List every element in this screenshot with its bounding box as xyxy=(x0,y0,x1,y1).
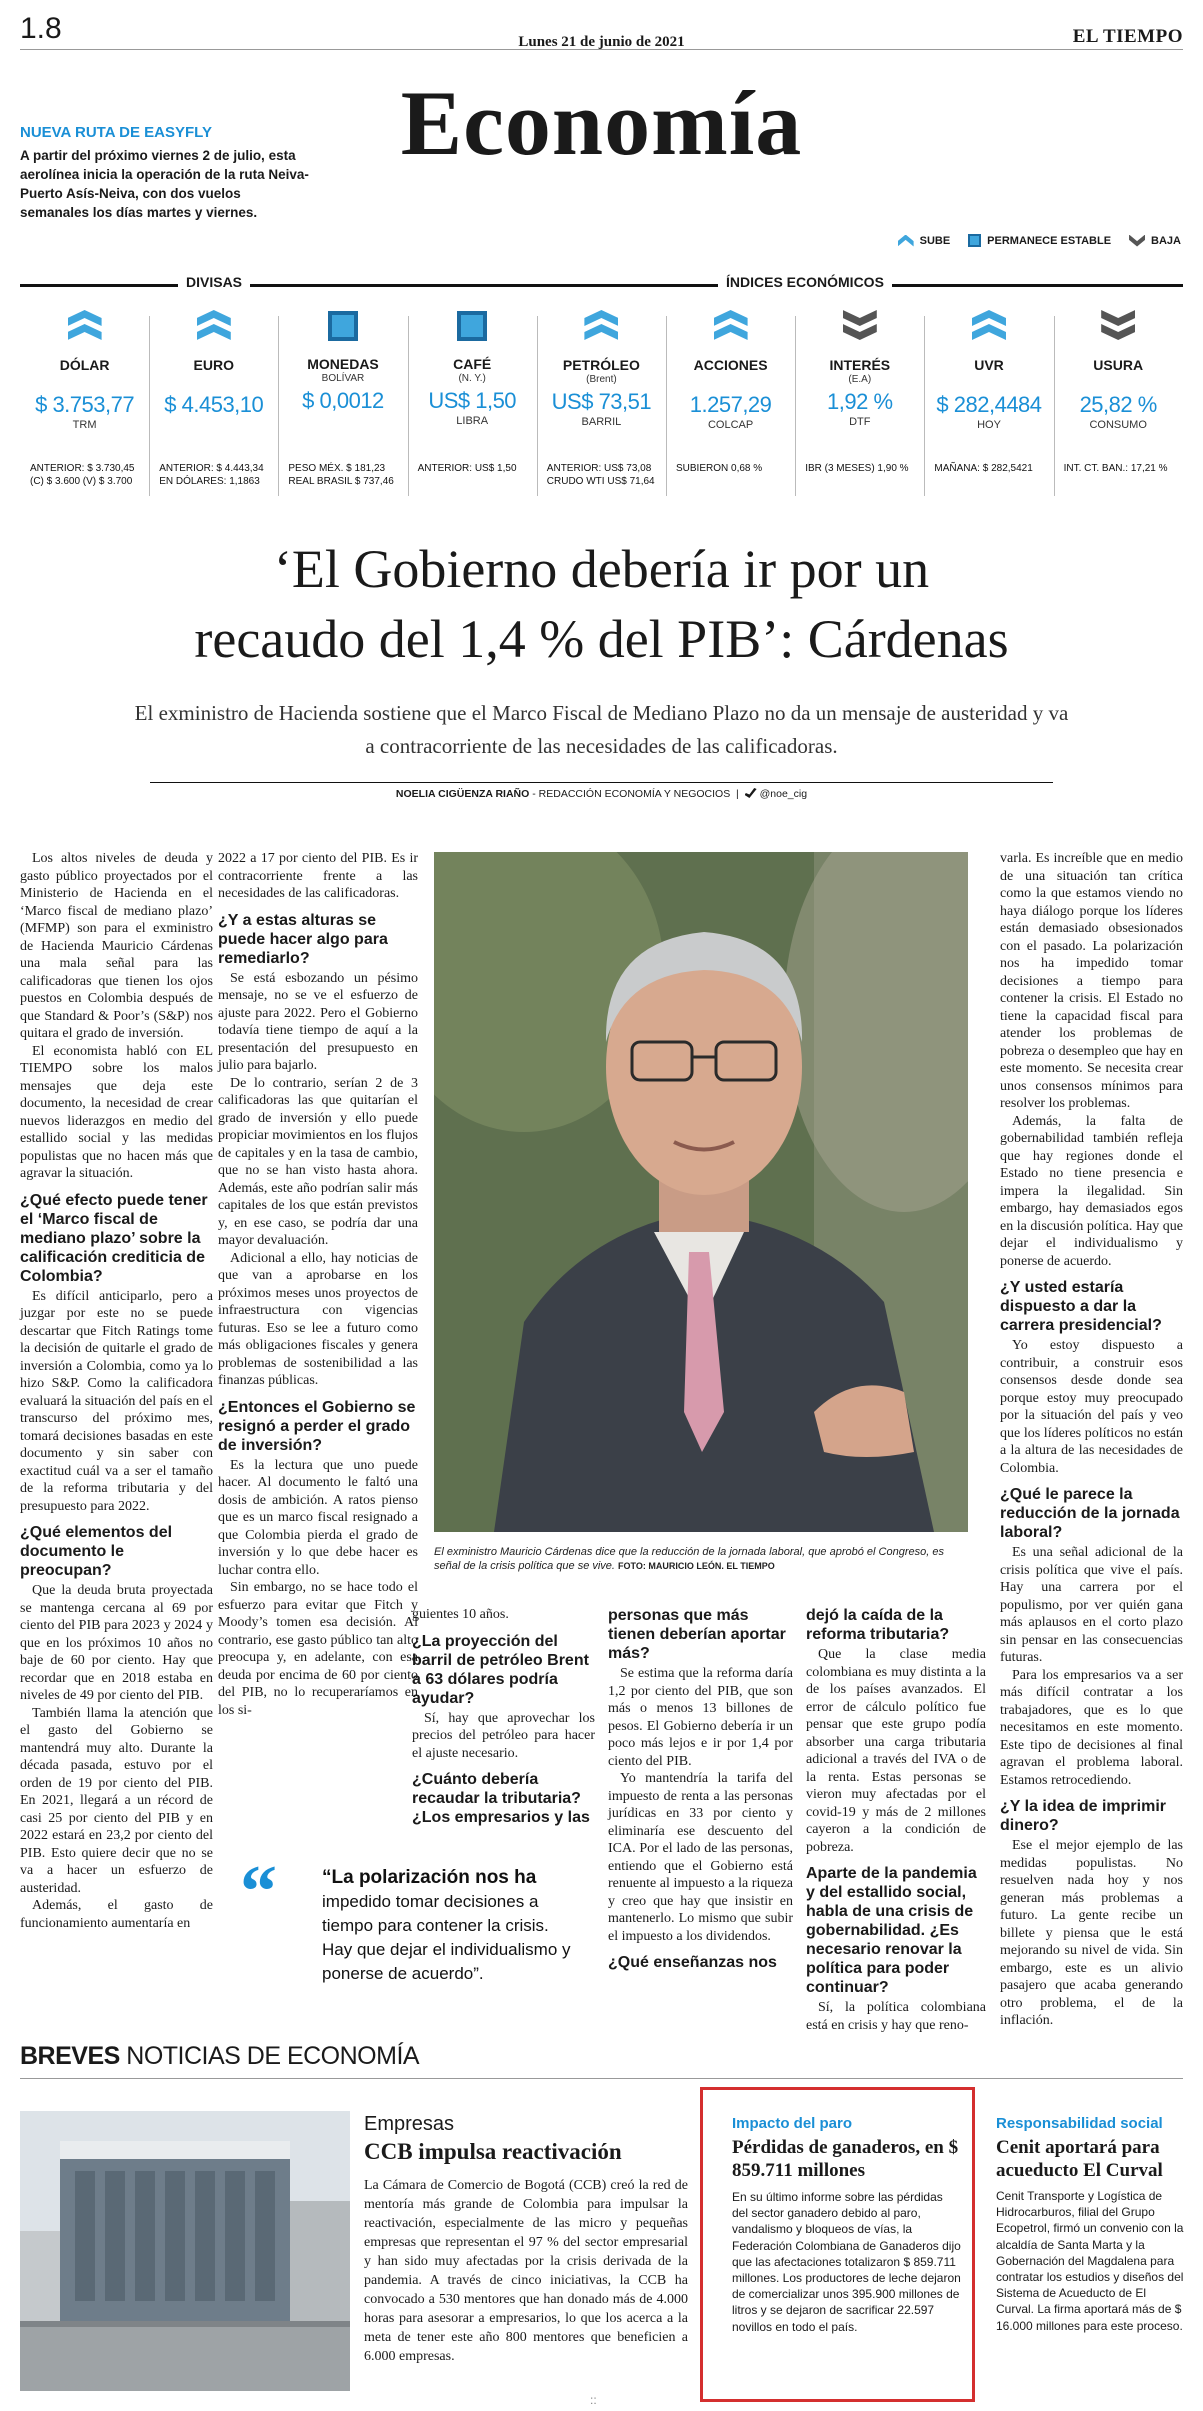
article-column-6 xyxy=(1000,850,1183,2030)
indicator-foot-line: IBR (3 MESES) 1,90 % xyxy=(805,463,909,474)
indicator-footnote xyxy=(408,462,537,475)
building-photo xyxy=(20,2111,350,2391)
indicator-unit: CONSUMO xyxy=(1089,419,1147,431)
article-paragraph: Yo mantendría la tarifa del impuesto de renta a las personas jurídicas en 33 por ciento y eliminaría ese descuento del ICA. Por el lado de las personas, entiendo que el Gobierno está renuente al impuesto a la riqueza y creo que hay que insistir en mantenerlo. Lo mismo que subir el impuesto a los dividendos. xyxy=(608,1771,793,1944)
indicator-unit: TRM xyxy=(72,419,97,431)
caption-text: El exministro Mauricio Cárdenas dice que la reducción de la jornada laboral, que aprobó el Congreso, es señal de la crisis política que se vive. xyxy=(434,1546,944,1572)
indicator-name: USURA xyxy=(1093,357,1144,373)
interview-question: ¿Y a estas alturas se puede hacer algo para remediarlo? xyxy=(218,911,388,967)
trend-legend xyxy=(898,234,1181,247)
interview-question: dejó la caída de la reforma tributaria? xyxy=(806,1607,950,1643)
article-paragraph: Ese el mejor ejemplo de las medidas populistas. No resuelven nada hoy y nos generan más problemas a futuro. La gente recibe un billete y piensa que le está mejorando su nivel de vida. Sin embargo, este es un alivio pasajero que acaba generando otro problema, el de la inflación. xyxy=(1000,1838,1183,2028)
indicator-footnote xyxy=(537,462,666,488)
interview-question: ¿Y la idea de imprimir dinero? xyxy=(1000,1798,1166,1834)
article-column-1 xyxy=(20,850,213,1932)
indicator-unit: HOY xyxy=(977,419,1001,431)
article-paragraph: De lo contrario, serían 2 de 3 calificadoras las que quitarían el grado de inversión y ello puede propiciar movimientos en los flujos de capitales y en la tasa de cambio, que no se han visto hasta ahora. Además, este año podrían salir más capitales de los que están previstos y, en ese caso, se podría dar una mayor devaluación. xyxy=(218,1075,418,1248)
indicator-5 xyxy=(666,310,795,500)
trend-stable-icon xyxy=(457,311,487,341)
indicator-footnote xyxy=(795,462,924,475)
legend-same: PERMANECE ESTABLE xyxy=(968,234,1111,247)
indicator-foot-line: ANTERIOR: US$ 1,50 xyxy=(417,463,517,474)
section-title: Economía xyxy=(400,72,803,174)
indicator-3 xyxy=(408,310,537,500)
brief-1-title: CCB impulsa reactivación xyxy=(364,2139,622,2164)
byline: NOELIA CIGÜENZA RIAÑO - REDACCIÓN ECONOMÍA Y NEGOCIOS | @noe_cig xyxy=(150,782,1053,800)
interview-question: ¿Entonces el Gobierno se resignó a perder el grado de inversión? xyxy=(218,1398,416,1454)
article-column-3 xyxy=(412,1606,595,1829)
indicator-value: US$ 1,50 xyxy=(428,388,517,413)
article-paragraph: Para los empresarios va a ser más difícil contratar a los trabajadores, que es lo que necesitamos en este momento. Este tipo de decisiones al final agravan el problema laboral. Estamos retrocediendo. xyxy=(1000,1667,1183,1788)
divisas-label: DIVISAS xyxy=(178,274,250,290)
indicator-footnote xyxy=(924,462,1053,475)
article-paragraph: Es la lectura que uno puede hacer. Al documento le faltó una dosis de ambición. A ratos pienso que es un marco fiscal resignado a que Colombia pierda el grado de inversión y lo que debe hacer es luchar contra ello. xyxy=(218,1457,418,1578)
indicator-value: $ 0,0012 xyxy=(302,388,384,413)
article-paragraph: Además, el gasto de funcionamiento aumentaría en xyxy=(20,1898,213,1931)
photo-credit: FOTO: MAURICIO LEÓN. EL TIEMPO xyxy=(618,1561,775,1571)
breves-label: BREVES xyxy=(20,2042,120,2070)
arrow-down-icon xyxy=(1129,235,1145,247)
brief-3-kicker: Responsabilidad social xyxy=(996,2115,1163,2132)
article-column-2 xyxy=(218,850,418,1719)
portrait-photo xyxy=(434,852,968,1532)
square-stable-icon xyxy=(968,234,981,247)
page-header xyxy=(20,12,1183,50)
indicator-footnote xyxy=(1054,462,1183,475)
brief-2-title: Pérdidas de ganaderos, en $ 859.711 millones xyxy=(732,2137,959,2181)
interview-question: ¿Qué enseñanzas nos xyxy=(608,1954,777,1971)
trend-up-icon xyxy=(714,310,748,342)
indicator-subname: (N. Y.) xyxy=(458,373,486,384)
interview-question: ¿Cuánto debería recaudar la tributaria? ¿Los empresarios y las xyxy=(412,1771,590,1826)
article-paragraph: varla. Es increíble que en medio de una situación tan crítica como la que estamos viendo no haya diálogo porque los líderes están demasiado obsesionados con el pasado. La polarización nos ha impedido tomar decisiones a tiempo para contener la crisis. El Estado no tiene la capacidad fiscal para atender los problemas de pobreza o desempleo que hay en este momento. Se necesita crear unos consensos mínimos para resolver los problemas. xyxy=(1000,851,1183,1111)
trend-down-icon xyxy=(1101,310,1135,342)
article-paragraph: El economista habló con EL TIEMPO sobre los malos mensajes que deja este documento, la necesidad de crear nuevos liderazgos en medio del estallido social y las medidas populistas que no hacen más que agravar la situación. xyxy=(20,1043,213,1181)
trend-up-icon xyxy=(197,310,231,342)
indicator-footnote xyxy=(666,462,795,475)
indicator-name: INTERÉS xyxy=(829,357,891,373)
desk: - REDACCIÓN ECONOMÍA Y NEGOCIOS xyxy=(529,788,731,800)
indicator-1 xyxy=(149,310,278,500)
article-dek: El exministro de Hacienda sostiene que el Marco Fiscal de Mediano Plazo no da un mensaje de austeridad y va a contracorriente de las necesidades de las calificadoras. xyxy=(134,701,1069,758)
teaser-text: A partir del próximo viernes 2 de julio, esta aerolínea inicia la operación de la ruta Neiva-Puerto Asís-Neiva, con dos vuelos semanales los días martes y viernes. xyxy=(20,148,309,220)
indicator-0 xyxy=(20,310,149,500)
indicator-value: $ 4.453,10 xyxy=(164,392,264,417)
arrow-up-icon xyxy=(898,235,914,247)
column-divider xyxy=(149,316,150,496)
indicator-foot-line: EN DÓLARES: 1,1863 xyxy=(159,476,260,487)
indicator-value: 25,82 % xyxy=(1079,392,1157,417)
building-illustration xyxy=(20,2111,350,2391)
indicator-foot-line: PESO MÉX. $ 181,23 xyxy=(288,463,386,474)
article-paragraph: 2022 a 17 por ciento del PIB. Es ir contracorriente frente a las necesidades de las calificadoras. xyxy=(218,851,418,901)
indicator-6 xyxy=(795,310,924,500)
article-paragraph: guientes 10 años. xyxy=(412,1607,509,1622)
portrait-illustration xyxy=(434,852,968,1532)
indicator-name: CAFÉ xyxy=(453,356,492,372)
headline-line-2: recaudo del 1,4 % del PIB’: Cárdenas xyxy=(194,609,1009,669)
article-paragraph: También llama la atención que el gasto del Gobierno se mantendrá muy alto. Durante la década pasada, estuvo por el orden de 19 por ciento del PIB. En 2021, llegará a un récord de casi 25 por ciento del PIB y en 2022 estará en 23,2 por ciento del PIB. Esto quiere decir que no se va a hacer un esfuerzo de austeridad. xyxy=(20,1705,213,1896)
indicator-subname: (E.A) xyxy=(848,374,872,385)
article-paragraph: Sí, hay que aprovechar los precios del petróleo para hacer el ajuste necesario. xyxy=(412,1710,595,1761)
indicator-foot-line: ANTERIOR: $ 3.730,45 xyxy=(30,463,135,474)
indicator-value: US$ 73,51 xyxy=(551,389,652,414)
brief-1-text: La Cámara de Comercio de Bogotá (CCB) creó la red de mentoría más grande de Colombia para impulsar la reactivación, especialmente de las micro y pequeñas empresas que representan el 97 % del sector empresarial y han sido muy afectadas por la crisis derivada de la pandemia. A través de cinco iniciativas, la CCB ha convocado a 530 mentores que han donado más de 4.000 horas para asesorar a empresarios, lo que los acerca a la meta de tener este año 800 mentores que beneficien a 6.000 empresas. xyxy=(364,2178,688,2364)
article-paragraph: Yo estoy dispuesto a contribuir, a construir esos consensos desde donde sea porque estoy muy preocupado por la situación del país y veo que los líderes políticos no están a la altura de las necesidades de Colombia. xyxy=(1000,1338,1183,1476)
indicator-footnote xyxy=(20,462,149,488)
breves-sublabel: NOTICIAS DE ECONOMÍA xyxy=(119,2042,420,2070)
indicator-foot-line: REAL BRASIL $ 737,46 xyxy=(288,476,394,487)
indicator-name: PETRÓLEO xyxy=(562,357,640,373)
indicator-foot-line: (C) $ 3.600 (V) $ 3.700 xyxy=(30,476,133,487)
article-paragraph: Que la clase media colombiana es muy distinta a la de los países avanzados. El error de cálculo político fue pensar que este grupo podía absorber una carga tributaria adicional a través del IVA o de la renta. Estas personas se vieron muy afectadas por el covid-19 y más de 2 millones cayeron a la condición de pobreza. xyxy=(806,1647,986,1855)
indicator-foot-line: ANTERIOR: US$ 73,08 xyxy=(546,463,652,474)
article-column-5 xyxy=(806,1606,986,2034)
indicator-2 xyxy=(278,310,407,500)
indices-label: ÍNDICES ECONÓMICOS xyxy=(718,274,892,290)
column-divider xyxy=(278,316,279,496)
indicator-name: DÓLAR xyxy=(59,357,110,373)
article-headline xyxy=(0,534,1203,674)
column-divider xyxy=(408,316,409,496)
photo-caption xyxy=(434,1545,968,1573)
page-footer-mark: :: xyxy=(590,2393,597,2407)
trend-stable-icon xyxy=(328,311,358,341)
indicator-unit: DTF xyxy=(849,416,871,428)
brief-2-kicker: Impacto del paro xyxy=(732,2115,853,2132)
article-paragraph: Se estima que la reforma daría 1,2 por ciento del PIB, que son más o menos 13 billones de pesos. El Gobierno debería ir un poco más lejos e ir por 1,4 por ciento del PIB. xyxy=(608,1666,793,1769)
indicator-4 xyxy=(537,310,666,500)
indicator-foot-line: INT. CT. BAN.: 17,21 % xyxy=(1063,463,1168,474)
indicator-subname: (Brent) xyxy=(586,374,617,385)
article-paragraph: Además, la falta de gobernabilidad también refleja que hay regiones donde el Estado no tiene presencia e impera la ilegalidad. Sin embargo, hay demasiados egos en la discusión política. Hay que dejar el individualismo y ponerse de acuerdo. xyxy=(1000,1113,1183,1269)
article-paragraph: Es una señal adicional de la crisis política que vive el país. Hay una carrera por el populismo, por ver quién gana más aplausos en el corto plazo sin pensar en las consecuencias futuras. xyxy=(1000,1545,1183,1665)
newspaper-brand: EL TIEMPO xyxy=(1072,26,1183,47)
breves-header xyxy=(20,2042,1183,2072)
interview-question: ¿Qué elementos del documento le preocupan? xyxy=(20,1524,173,1579)
indicator-subname: BOLÍVAR xyxy=(321,373,365,384)
trend-up-icon xyxy=(972,310,1006,342)
indicator-value: $ 282,4484 xyxy=(936,392,1042,417)
column-divider xyxy=(537,316,538,496)
twitter-icon xyxy=(745,788,757,798)
twitter-handle[interactable]: @noe_cig xyxy=(759,788,808,800)
indicator-footnote xyxy=(278,462,407,488)
article-paragraph: Es difícil anticiparlo, pero a juzgar por este no se puede descartar que Fitch Ratings tome la decisión de quitarle el grado de inversión a Colombia, como ya lo hizo S&P. Como la calificadora evaluará la situación del país en el transcurso del próximo mes, tomará decisiones basadas en este documento y sin saber con exactitud cuál va a ser el tamaño de la reforma tributaria y del presupuesto para 2022. xyxy=(20,1288,213,1514)
publication-date: Lunes 21 de junio de 2021 xyxy=(518,34,685,50)
interview-question: ¿Qué efecto puede tener el ‘Marco fiscal de mediano plazo’ sobre la calificación crediticia de Colombia? xyxy=(20,1191,208,1285)
indicator-footnote xyxy=(149,462,278,488)
column-divider xyxy=(795,316,796,496)
brief-3-text: Cenit Transporte y Logística de Hidrocarburos, filial del Grupo Ecopetrol, firmó un convenio con la alcaldía de Santa Marta y la Gobernación del Magdalena para contratar los estudios y diseños del Sistema de Acueducto de El Curval. La firma aportará más de $ 16.000 millones para este proceso. xyxy=(996,2189,1184,2333)
column-divider xyxy=(924,316,925,496)
article-column-4 xyxy=(608,1606,793,1974)
trend-up-icon xyxy=(584,310,618,342)
headline-line-1: ‘El Gobierno debería ir por un xyxy=(273,539,930,599)
article-paragraph: Que la deuda bruta proyectada se mantenga cercana al 69 por ciento del PIB para 2023 y 2024 y que en los próximos 10 años no baje de 60 por ciento. Hay que recordar que en 2018 estaba en niveles de 49 por ciento del PIB. xyxy=(20,1583,213,1703)
interview-question: ¿Y usted estaría dispuesto a dar la carrera presidencial? xyxy=(1000,1279,1162,1334)
indicator-value: 1,92 % xyxy=(827,389,893,414)
quote-mark-icon: “ xyxy=(240,1851,277,1933)
author: NOELIA CIGÜENZA RIAÑO xyxy=(395,788,530,800)
interview-question: Aparte de la pandemia y del estallido social, habla de una crisis de gobernabilidad. ¿Es necesario renovar la política para poder continuar? xyxy=(806,1865,977,1996)
pull-quote-lead: “La polarización nos ha xyxy=(322,1867,537,1888)
indicator-foot-line: SUBIERON 0,68 % xyxy=(676,463,763,474)
article-paragraph: Sí, la política colombiana está en crisis y hay que reno- xyxy=(806,2000,986,2033)
article-paragraph: Los altos niveles de deuda y gasto público proyectados por el Ministerio de Hacienda en el ‘Marco fiscal de mediano plazo’ (MFMP) son para el exministro de Hacienda Mauricio Cárdenas una mala señal para las calificadoras que tienen los ojos puestos en Colombia después de que Standard & Poor’s (S&P) nos quitara el grado de inversión. xyxy=(20,851,213,1041)
indicator-value: $ 3.753,77 xyxy=(35,392,135,417)
indicator-name: MONEDAS xyxy=(307,356,379,372)
indicator-foot-line: MAÑANA: $ 282,5421 xyxy=(934,463,1033,474)
brief-2-text: En su último informe sobre las pérdidas del sector ganadero debido al paro, vandalismo y bloqueos de vías, la Federación Colombiana de Ganaderos dijo que las afectaciones totalizaron $ 859.711 millones. Los productores de leche dejaron de comercializar unos 395.900 millones de litros y se dejaron de sacrificar 22.597 novillos en todo el país. xyxy=(732,2190,961,2334)
indicator-name: UVR xyxy=(974,357,1004,373)
pull-quote-rest: impedido tomar decisiones a tiempo para contener la crisis. Hay que dejar el individualismo y ponerse de acuerdo”. xyxy=(322,1892,571,1983)
teaser-title: NUEVA RUTA DE EASYFLY xyxy=(20,124,212,141)
interview-question: ¿La proyección del barril de petróleo Brent a 63 dólares podría ayudar? xyxy=(412,1632,589,1707)
brief-1-kicker: Empresas xyxy=(364,2113,455,2135)
indicator-value: 1.257,29 xyxy=(689,392,772,417)
legend-up: SUBE xyxy=(898,235,951,247)
indicator-foot-line: CRUDO WTI US$ 71,64 xyxy=(546,476,655,487)
indicator-unit: BARRIL xyxy=(581,416,622,428)
indicator-unit: LIBRA xyxy=(456,415,489,427)
indicator-foot-line: ANTERIOR: $ 4.443,34 xyxy=(159,463,264,474)
article-paragraph: Adicional a ello, hay noticias de que van a aprobarse en los próximos meses unos proyectos de infraestructura con vigencias futuras. Eso se lee a futuro como más obligaciones fiscales y genera problemas de sostenibilidad a las finanzas públicas. xyxy=(218,1250,418,1388)
indicator-name: EURO xyxy=(193,357,234,373)
pull-quote xyxy=(322,1866,582,1986)
interview-question: personas que más tienen deberían aportar más? xyxy=(608,1607,786,1662)
trend-up-icon xyxy=(68,310,102,342)
interview-question: ¿Qué le parece la reducción de la jornada laboral? xyxy=(1000,1486,1180,1541)
legend-down: BAJA xyxy=(1129,235,1181,247)
column-divider xyxy=(666,316,667,496)
trend-down-icon xyxy=(843,310,877,342)
breves-rule xyxy=(20,2078,1183,2079)
article-paragraph: Se está esbozando un pésimo mensaje, no se ve el esfuerzo de ajuste para 2022. Pero el Gobierno todavía tiene tiempo de aquí a la presentación del presupuesto en julio para bajarlo. xyxy=(218,970,418,1073)
brief-3-title: Cenit aportará para acueducto El Curval xyxy=(996,2137,1163,2181)
indicator-7 xyxy=(924,310,1053,500)
page-number: 1.8 xyxy=(20,12,62,45)
column-divider xyxy=(1054,316,1055,496)
indicator-name: ACCIONES xyxy=(693,357,768,373)
indicator-unit: COLCAP xyxy=(707,419,754,431)
article-paragraph: Sin embargo, no se hace todo el esfuerzo para evitar que Fitch y Moody’s tomen esa decisión. Al contrario, ese gasto público tan alto preocupa y, en adelante, con esa deuda por encima de 60 por ciento del PIB, no lo recuperaríamos en los si- xyxy=(218,1580,418,1718)
indicator-8 xyxy=(1054,310,1183,500)
